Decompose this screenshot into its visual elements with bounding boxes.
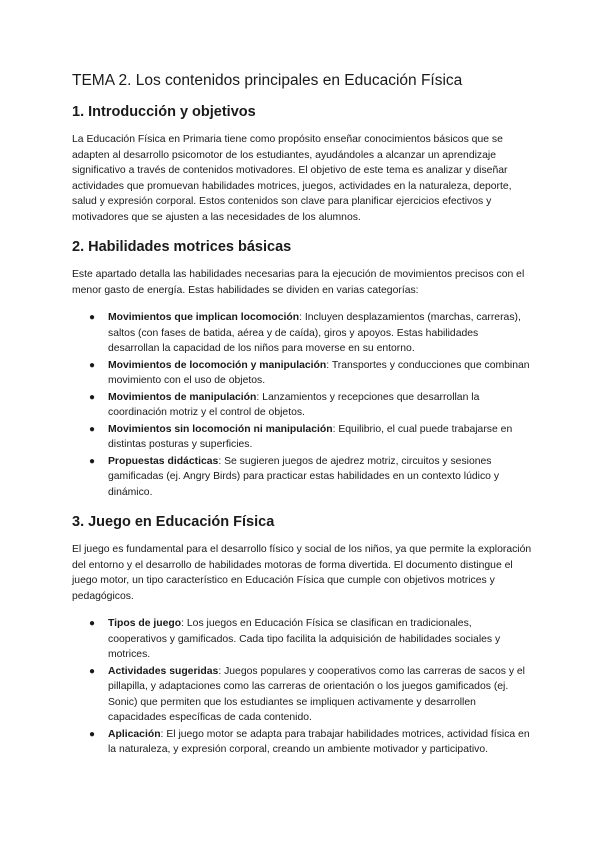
list-item-text: : Se sugieren juegos de ajedrez motriz, circuitos y sesiones gamificadas (ej. Angry Birds) para practicar estas habilidades en un contexto lúdico y dinámico. (108, 455, 500, 498)
list-item-term: Movimientos de manipulación (108, 391, 257, 403)
list-item (72, 454, 532, 501)
bullet-icon: ● (89, 359, 96, 371)
section-heading: 3. Juego en Educación Física (72, 514, 275, 530)
list-item (72, 310, 532, 357)
list-item (72, 616, 532, 663)
bullet-icon: ● (89, 728, 96, 740)
list-item-term: Actividades sugeridas (108, 665, 219, 677)
document-title: TEMA 2. Los contenidos principales en Educación Física (72, 72, 463, 89)
list-item-term: Movimientos que implican locomoción (108, 312, 300, 323)
section-paragraph: El juego es fundamental para el desarrollo físico y social de los niños, ya que permite la exploración del entorno y el desarrollo de habilidades motoras de forma divertida. El documento distingue el juego motor, un tipo característico en Educación Física que cumple con objetivos motrices y pedagógicos. (72, 544, 532, 602)
bullet-list (72, 310, 532, 500)
list-item-text: : Incluyen desplazamientos (marchas, carreras), saltos (con fases de batida, aérea y de caída), giros y apoyos. Estas habilidades desarrollan la capacidad de los niños para moverse en su entorno. (108, 312, 521, 354)
list-item-term: Tipos de juego (108, 618, 182, 629)
list-item (72, 727, 532, 758)
section-paragraph: La Educación Física en Primaria tiene como propósito enseñar conocimientos básicos que se adapten al desarrollo psicomotor de los estudiantes, ayudándoles a alcanzar un aprendizaje significativo a través de contenidos motivadores. El objetivo de este tema es analizar y diseñar actividades que promuevan habilidades motrices, juegos, actividades en la naturaleza, deporte, salud y expresión corporal. Estos contenidos son clave para planificar ejercicios efectivos y motivadores que se ajusten a las necesidades de los alumnos. (72, 134, 512, 223)
section-habilidades (72, 237, 532, 500)
bullet-icon: ● (89, 423, 96, 435)
list-item-term: Movimientos de locomoción y manipulación (108, 359, 327, 371)
list-item-text: : Los juegos en Educación Física se clasifican en tradicionales, cooperativos y gamificados. Cada tipo facilita la adquisición de habilidades sociales y motrices. (108, 618, 501, 660)
list-item-term: Propuestas didácticas (108, 455, 219, 467)
section-paragraph: Este apartado detalla las habilidades necesarias para la ejecución de movimientos precisos con el menor gasto de energía. Estas habilidades se dividen en varias categorías: (72, 269, 525, 296)
document-body (72, 70, 532, 770)
bullet-list (72, 616, 532, 758)
list-item (72, 390, 532, 421)
section-juego (72, 512, 532, 758)
bullet-icon: ● (89, 312, 96, 323)
list-item (72, 664, 532, 726)
list-item-text: : Lanzamientos y recepciones que desarrollan la coordinación motriz y el control de objetos. (108, 391, 480, 418)
bullet-icon: ● (89, 455, 96, 467)
list-item (72, 422, 532, 453)
bullet-icon: ● (89, 391, 96, 403)
list-item-term: Aplicación (108, 728, 161, 740)
section-introduccion (72, 102, 532, 225)
list-item-text: : Equilibrio, el cual puede trabajarse en distintas posturas y superficies. (108, 423, 513, 450)
bullet-icon: ● (89, 665, 96, 677)
list-item-term: Movimientos sin locomoción ni manipulación (108, 423, 333, 435)
list-item (72, 358, 532, 389)
section-heading: 1. Introducción y objetivos (72, 104, 256, 120)
list-item-text: : Juegos populares y cooperativos como las carreras de sacos y el pillapilla, y adaptaciones como las carreras de orientación o los juegos gamificados (ej. Sonic) que permiten que los estudiantes se impliquen activamente y desarrollen capacidades específicas de cada contenido. (108, 665, 525, 723)
list-item-text: : El juego motor se adapta para trabajar habilidades motrices, actividad física en la naturaleza, y expresión corporal, creando un ambiente motivador y participativo. (108, 728, 530, 755)
bullet-icon: ● (89, 618, 96, 629)
section-heading: 2. Habilidades motrices básicas (72, 239, 292, 255)
list-item-text: : Transportes y conducciones que combinan movimiento con el uso de objetos. (108, 359, 530, 386)
